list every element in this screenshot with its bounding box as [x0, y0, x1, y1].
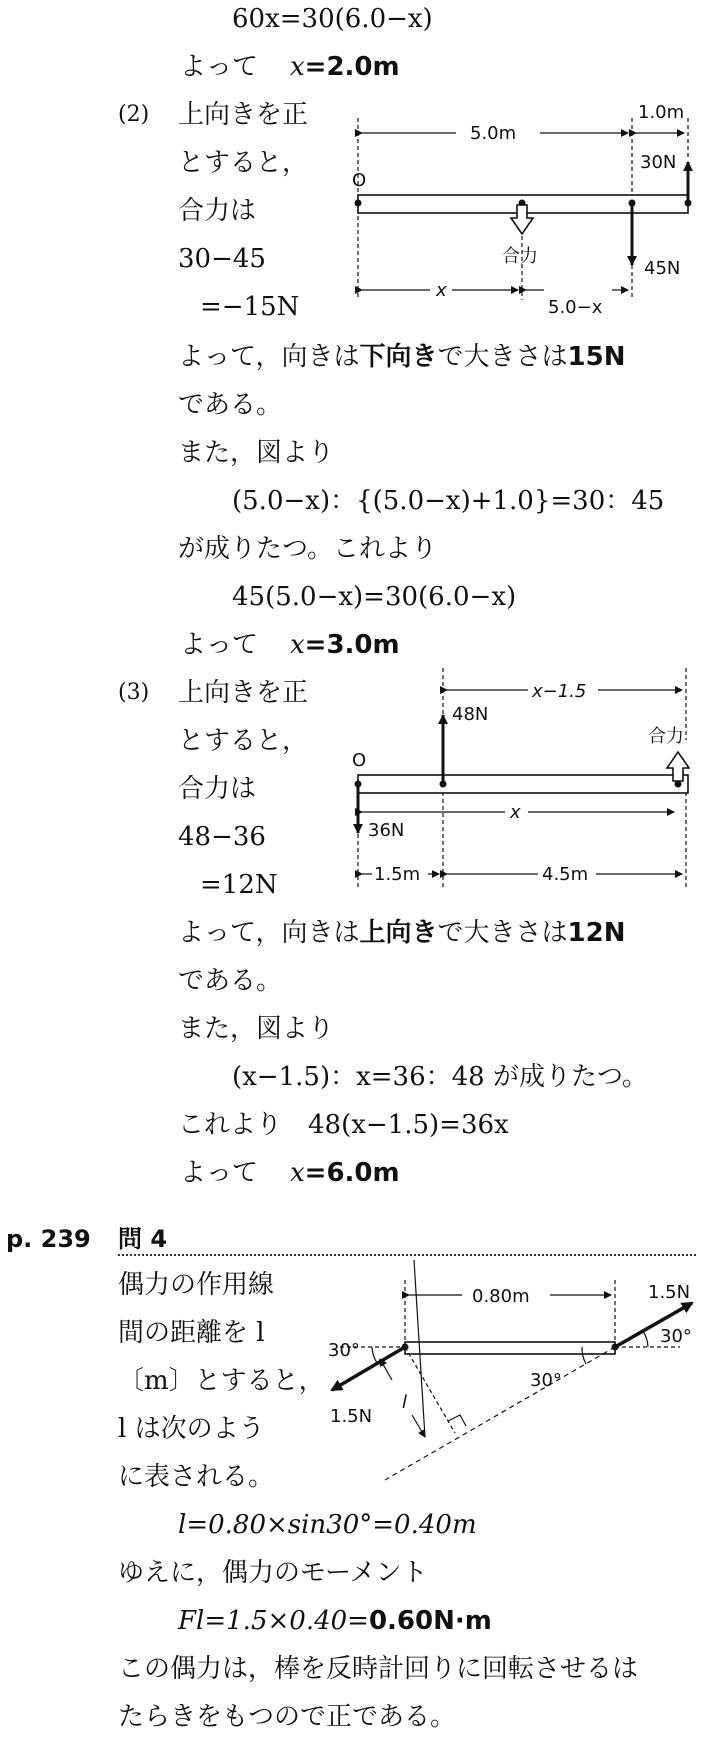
yotte-label: よって: [180, 630, 259, 660]
len-5m: 5.0m: [470, 123, 517, 144]
direction-pre: よって，向きは: [178, 918, 360, 948]
origin-label: O: [352, 170, 367, 191]
mata-line: また，図より: [178, 438, 335, 468]
equation-l: l=0.80×sin30°=0.40m: [178, 1510, 477, 1540]
len-1m: 1.0m: [638, 102, 685, 123]
eq-top: 60x=30(6.0−x): [232, 4, 433, 34]
force-45n: 45N: [644, 258, 681, 279]
text-line: 上向きを正: [178, 678, 309, 708]
angle-left: 30°: [328, 1340, 360, 1361]
direction-line: [178, 916, 625, 950]
page-reference: p. 239: [6, 1225, 91, 1253]
dearu-line: である。: [178, 966, 283, 996]
force-30n: 30N: [640, 152, 677, 173]
origin-label: O: [352, 750, 367, 771]
text-line: とすると，: [178, 148, 309, 178]
direction-value: 12N: [567, 918, 626, 948]
text-line: 48−36: [178, 822, 266, 852]
len-45m: 4.5m: [542, 864, 589, 885]
ratio-line: (5.0−x)：{(5.0−x)+1.0}=30：45: [232, 486, 665, 516]
text-line: 30−45: [178, 244, 266, 274]
force-right: 1.5N: [648, 1282, 691, 1303]
yotte-label: よって: [180, 1158, 259, 1188]
dotted-divider: [118, 1254, 696, 1256]
direction-mid: で大きさは: [437, 342, 568, 372]
text-line: =−15N: [200, 292, 300, 322]
naritatsu-line: が成りたつ。これより: [178, 534, 437, 564]
len-080m: 0.80m: [472, 1286, 530, 1307]
text-line: とすると，: [178, 726, 309, 756]
moment-value: 0.60N·m: [368, 1606, 492, 1636]
resultant-label: 合力: [648, 726, 684, 747]
top-len: x−1.5: [532, 681, 587, 702]
item-number: (2): [118, 102, 150, 127]
text-line: 〔m〕とすると，: [118, 1366, 325, 1396]
text-line: =12N: [200, 870, 278, 900]
mata-line: また，図より: [178, 1014, 335, 1044]
figure-4-couple-diagram: [0, 1260, 720, 1500]
yotte-label: よって: [180, 52, 259, 82]
text-line: l は次のよう: [118, 1414, 265, 1444]
text-line: 上向きを正: [178, 100, 309, 130]
force-48n: 48N: [452, 704, 489, 725]
answer-value: =6.0m: [304, 1158, 400, 1188]
conclusion-line: この偶力は，棒を反時計回りに回転させるは: [118, 1654, 639, 1684]
answer-var: x: [290, 52, 305, 82]
answer-value: =3.0m: [304, 630, 400, 660]
answer-value: =2.0m: [304, 52, 400, 82]
yueni-line: ゆえに，偶力のモーメント: [118, 1558, 428, 1588]
figure-2-beam-diagram: [0, 0, 720, 320]
angle-mid: 30°: [530, 1370, 562, 1391]
direction-bold: 下向き: [359, 342, 438, 372]
seg-x: x: [436, 280, 447, 301]
answer-line: [290, 1156, 400, 1190]
angle-right: 30°: [660, 1326, 692, 1347]
seg-x: x: [510, 802, 521, 823]
conclusion-line: たらきをもつので正である。: [118, 1702, 457, 1732]
direction-line: [178, 340, 625, 374]
moment-equation: [178, 1604, 492, 1638]
ratio-line: (x−1.5)：x=36：48 が成りたつ。: [232, 1062, 648, 1092]
moment-pre: Fl=1.5×0.40=: [178, 1606, 369, 1636]
seg-rest: 5.0−x: [548, 297, 603, 318]
question-title: 問 4: [118, 1225, 168, 1253]
direction-bold: 上向き: [359, 918, 438, 948]
direction-mid: で大きさは: [437, 918, 568, 948]
text-line: に表される。: [118, 1462, 275, 1492]
text-line: 間の距離を l: [118, 1318, 265, 1348]
answer-var: x: [290, 630, 305, 660]
figure-3-beam-diagram: [0, 660, 720, 900]
kore-line: これより 48(x−1.5)=36x: [178, 1110, 509, 1140]
direction-pre: よって，向きは: [178, 342, 360, 372]
force-36n: 36N: [368, 820, 405, 841]
answer-line: [290, 628, 400, 662]
dist-l: l: [402, 1392, 408, 1413]
force-left: 1.5N: [330, 1406, 373, 1427]
equation-line: 45(5.0−x)=30(6.0−x): [232, 582, 517, 612]
len-15m: 1.5m: [374, 864, 421, 885]
text-line: 偶力の作用線: [118, 1270, 275, 1300]
dearu-line: である。: [178, 390, 283, 420]
item-number: (3): [118, 680, 150, 705]
text-line: 合力は: [178, 774, 257, 804]
answer-var: x: [290, 1158, 305, 1188]
resultant-label: 合力: [502, 246, 538, 267]
direction-value: 15N: [567, 342, 626, 372]
text-line: 合力は: [178, 196, 257, 226]
